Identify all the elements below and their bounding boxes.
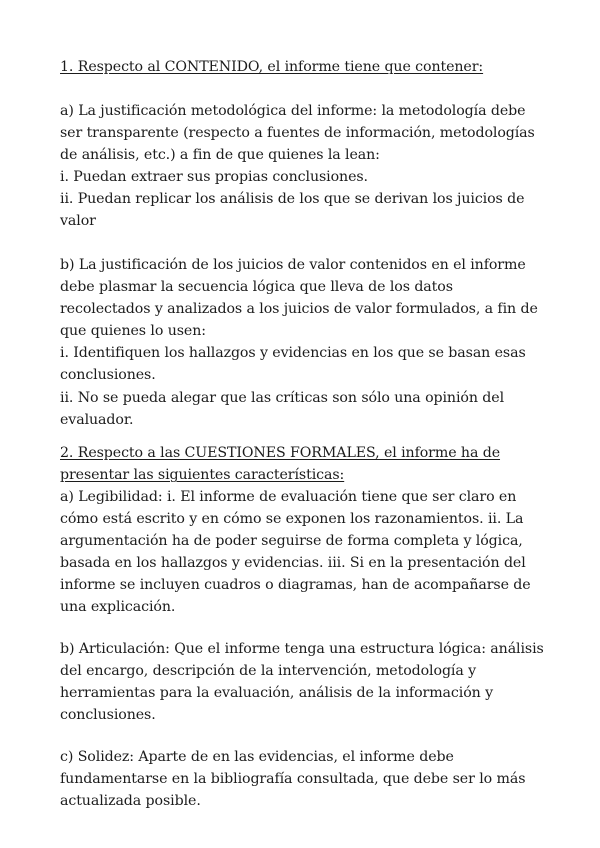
- paragraph-line: b) Articulación: Que el informe tenga una estructura lógica: análisis: [60, 641, 544, 657]
- paragraph-line: conclusiones.: [60, 707, 156, 724]
- paragraph-line: argumentación ha de poder seguirse de forma completa y lógica,: [60, 533, 523, 550]
- paragraph-solidez: [60, 746, 560, 812]
- paragraph-line: ii. No se pueda alegar que las críticas son sólo una opinión del: [60, 389, 505, 406]
- paragraph-line: evaluador.: [60, 411, 134, 428]
- paragraph-line: una explicación.: [60, 599, 176, 616]
- paragraph-line: basada en los hallazgos y evidencias. iii. Si en la presentación del: [60, 555, 526, 572]
- paragraph-line: actualizada posible.: [60, 793, 201, 810]
- heading-line: presentar las siguientes características:: [60, 467, 345, 484]
- paragraph-line: debe plasmar la secuencia lógica que lleva de los datos: [60, 279, 453, 296]
- paragraph-line: que quienes lo usen:: [60, 323, 206, 340]
- heading-line: 2. Respecto a las CUESTIONES FORMALES, el informe ha de: [60, 445, 501, 461]
- paragraph-line: cómo está escrito y en cómo se exponen los razonamientos. ii. La: [60, 511, 524, 528]
- paragraph-line: i. Puedan extraer sus propias conclusiones.: [60, 169, 368, 186]
- paragraph-line: c) Solidez: Aparte de en las evidencias, el informe debe: [60, 749, 454, 765]
- paragraph-line: de análisis, etc.) a fin de que quienes la lean:: [60, 147, 380, 164]
- paragraph-line: fundamentarse en la bibliografía consultada, que debe ser lo más: [60, 771, 526, 788]
- paragraph-legibilidad: [60, 486, 560, 619]
- paragraph-line: ser transparente (respecto a fuentes de información, metodologías: [60, 125, 535, 142]
- paragraph-line: a) Legibilidad: i. El informe de evaluación tiene que ser claro en: [60, 489, 517, 505]
- section-2-heading: [60, 442, 560, 486]
- paragraph-articulacion: [60, 638, 560, 726]
- paragraph-line: i. Identifiquen los hallazgos y evidencias en los que se basan esas: [60, 345, 526, 362]
- paragraph-line: conclusiones.: [60, 367, 156, 384]
- paragraph-line: herramientas para la evaluación, análisis de la información y: [60, 685, 493, 702]
- heading-line: 1. Respecto al CONTENIDO, el informe tiene que contener:: [60, 59, 484, 75]
- paragraph-line: valor: [60, 213, 96, 230]
- paragraph-line: a) La justificación metodológica del informe: la metodología debe: [60, 103, 526, 119]
- paragraph-justificacion-juicios: [60, 254, 560, 431]
- paragraph-line: recolectados y analizados a los juicios de valor formulados, a fin de: [60, 301, 538, 318]
- paragraph-line: del encargo, descripción de la intervención, metodología y: [60, 663, 477, 680]
- paragraph-line: ii. Puedan replicar los análisis de los que se derivan los juicios de: [60, 191, 525, 208]
- section-1-heading: [60, 56, 560, 78]
- paragraph-line: informe se incluyen cuadros o diagramas, han de acompañarse de: [60, 577, 531, 594]
- paragraph-line: b) La justificación de los juicios de valor contenidos en el informe: [60, 257, 526, 273]
- paragraph-justificacion-metodologica: [60, 100, 560, 233]
